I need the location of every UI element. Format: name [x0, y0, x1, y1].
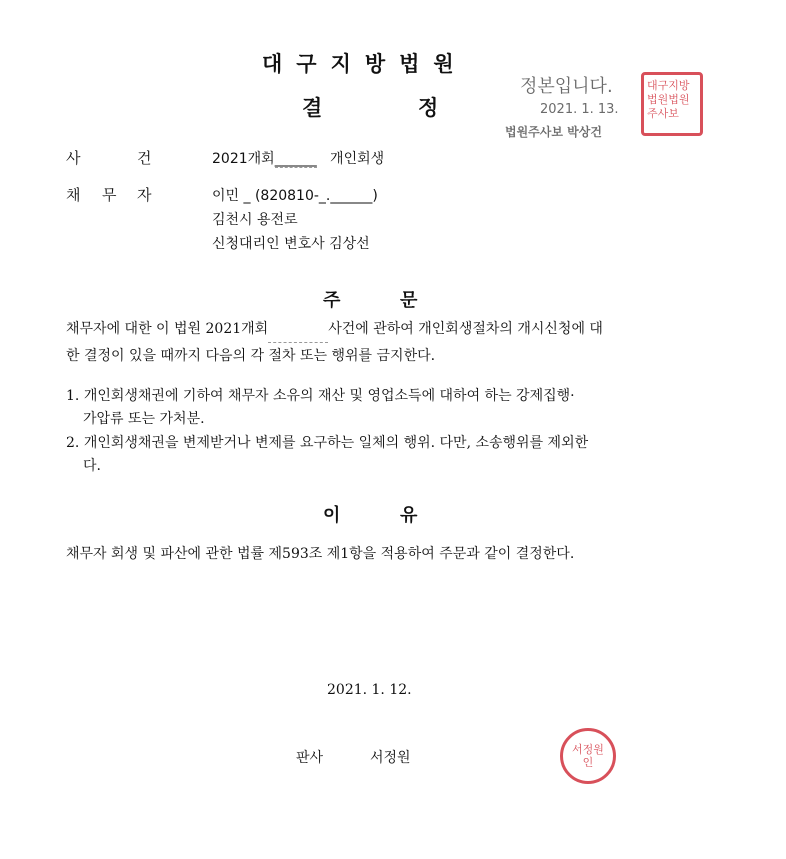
case-number	[212, 148, 384, 168]
order-item-text: 개인회생채권에 기하여 채무자 소유의 재산 및 영업소득에 대하여 하는 강제집행·	[83, 388, 575, 404]
judge-label: 판사	[296, 750, 324, 766]
debtor-label-2: 무	[102, 186, 117, 204]
order-item-number: 2.	[66, 435, 80, 451]
reason-title-left: 이	[323, 505, 341, 526]
order-item-text: 개인회생채권을 변제받거나 변제를 요구하는 일체의 행위. 다만, 소송행위를 제외한	[83, 435, 589, 451]
reason-title-right: 유	[400, 505, 418, 526]
court-seal-stamp	[641, 72, 703, 136]
document-type-left: 결	[302, 96, 323, 120]
order-item-text-cont: 다.	[83, 458, 101, 474]
certified-clerk: 법원주사보 박상건	[505, 125, 602, 139]
debtor-agent: 신청대리인 변호사 김상선	[212, 236, 370, 252]
judge-seal-stamp	[560, 728, 616, 784]
order-item-2	[66, 432, 686, 478]
judge-seal-text: 서정원인	[572, 743, 604, 769]
order-title-left: 주	[323, 290, 341, 311]
certified-date: 2021. 1. 13.	[540, 102, 619, 117]
case-label-2: 건	[137, 149, 152, 167]
debtor-label-3: 자	[137, 186, 152, 204]
case-label-1: 사	[66, 149, 81, 167]
order-item-text-cont: 가압류 또는 가처분.	[83, 411, 205, 427]
order-intro-line-1: 채무자에 대한 이 법원 2021개회 사건에 관하여 개인회생절차의 개시신청에 대	[66, 316, 686, 343]
document-type-right: 정	[418, 96, 439, 120]
debtor-id-redacted: _.______)	[318, 188, 378, 204]
order-item-number: 1.	[66, 388, 80, 404]
judge-name: 서정원	[370, 750, 411, 766]
order-intro-line-2: 한 결정이 있을 때까지 다음의 각 절차 또는 행위를 금지한다.	[66, 348, 436, 364]
decision-date: 2021. 1. 12.	[327, 682, 412, 698]
debtor-label-1: 채	[66, 186, 81, 204]
debtor-name-text: 이민 _ (820810-	[212, 188, 319, 204]
order-intro	[66, 316, 686, 369]
debtor-address: 김천시 용전로	[212, 212, 298, 228]
order-title-right: 문	[400, 290, 418, 311]
court-seal-text: 대구지방법원법원주사보	[647, 79, 690, 120]
case-number-prefix: 2021개회	[212, 151, 275, 167]
debtor-name	[212, 185, 378, 205]
court-name: 대구지방법원	[262, 52, 468, 76]
order-item-1	[66, 385, 686, 431]
reason-text: 채무자 회생 및 파산에 관한 법률 제593조 제1항을 적용하여 주문과 같이 결정한다.	[66, 546, 575, 562]
order-case-redacted	[268, 316, 328, 343]
case-name: 개인회생	[330, 151, 385, 167]
certified-copy-text: 정본입니다.	[520, 76, 613, 97]
case-number-redacted: ______	[274, 151, 317, 167]
